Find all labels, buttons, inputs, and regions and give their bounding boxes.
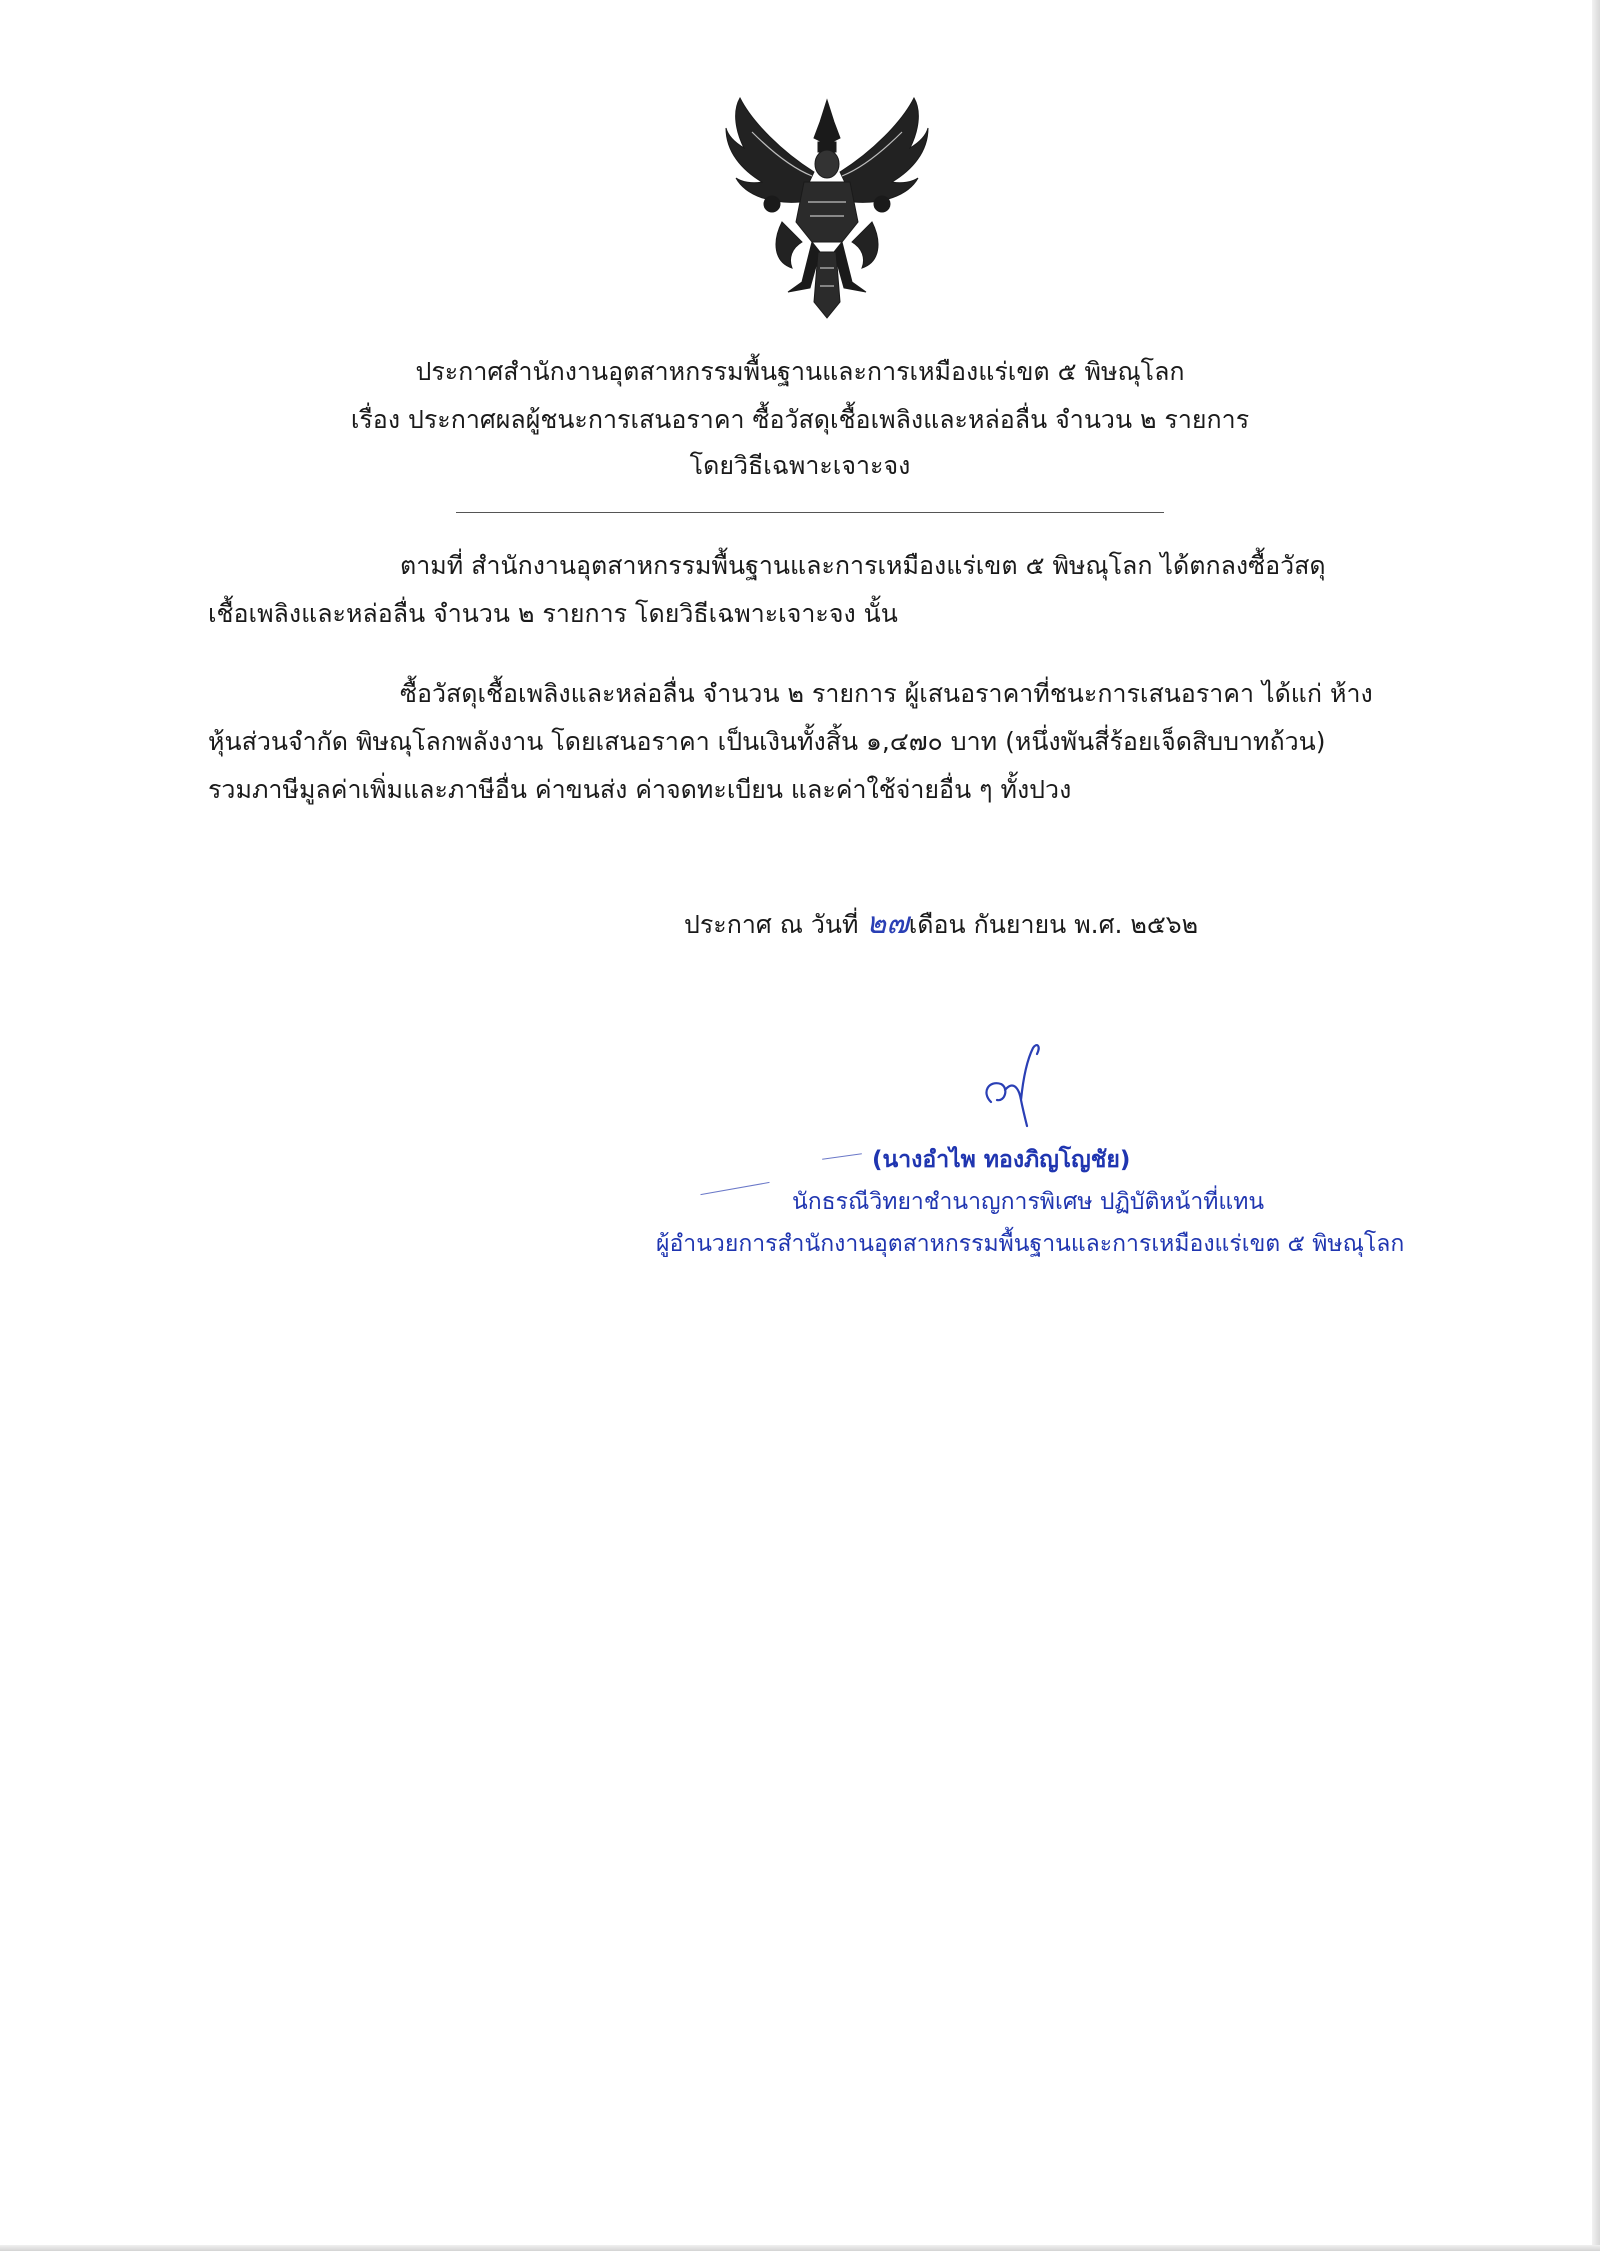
announcement-title: ประกาศสำนักงานอุตสาหกรรมพื้นฐานและการเหมืองแร่เขต ๕ พิษณุโลก (415, 357, 1185, 386)
signature-stroke (822, 1153, 862, 1160)
paragraph-2-line-2: หุ้นส่วนจำกัด พิษณุโลกพลังงาน โดยเสนอราคา เป็นเงินทั้งสิ้น ๑,๔๗๐ บาท (หนึ่งพันสี่ร้อยเจ็ดสิบบาทถ้วน) (208, 727, 1326, 756)
signature-icon (975, 1040, 1055, 1130)
date-prefix: ประกาศ ณ วันที่ (684, 910, 867, 939)
paragraph-2-line-1: ซื้อวัสดุเชื้อเพลิงและหล่อลื่น จำนวน ๒ รายการ ผู้เสนอราคาที่ชนะการเสนอราคา ได้แก่ ห้าง (400, 679, 1373, 708)
signer-name: (นางอำไพ ทองภิญโญชัย) (872, 1147, 1131, 1173)
date-suffix: เดือน กันยายน พ.ศ. ๒๕๖๒ (908, 910, 1199, 939)
signer-office: ผู้อำนวยการสำนักงานอุตสาหกรรมพื้นฐานและการเหมืองแร่เขต ๕ พิษณุโลก (656, 1231, 1405, 1257)
paragraph-2-line-3: รวมภาษีมูลค่าเพิ่มและภาษีอื่น ค่าขนส่ง ค่าจดทะเบียน และค่าใช้จ่ายอื่น ๆ ทั้งปวง (208, 775, 1072, 804)
signer-position: นักธรณีวิทยาชำนาญการพิเศษ ปฏิบัติหน้าที่แทน (792, 1189, 1265, 1215)
date-day-handwritten: ๒๗ (866, 906, 909, 941)
paragraph-1-line-2: เชื้อเพลิงและหล่อลื่น จำนวน ๒ รายการ โดยวิธีเฉพาะเจาะจง นั้น (208, 599, 898, 628)
page-edge-right (1592, 0, 1600, 2251)
announcement-date (684, 906, 1198, 943)
garuda-emblem-icon (722, 92, 932, 322)
announcement-subject: เรื่อง ประกาศผลผู้ชนะการเสนอราคา ซื้อวัสดุเชื้อเพลิงและหล่อลื่น จำนวน ๒ รายการ (350, 405, 1250, 434)
signature-stroke (700, 1182, 769, 1195)
paragraph-1-line-1: ตามที่ สำนักงานอุตสาหกรรมพื้นฐานและการเหมืองแร่เขต ๕ พิษณุโลก ได้ตกลงซื้อวัสดุ (400, 551, 1326, 580)
page-edge-bottom (0, 2245, 1600, 2251)
header-divider (456, 512, 1164, 513)
announcement-method: โดยวิธีเฉพาะเจาะจง (689, 451, 911, 480)
